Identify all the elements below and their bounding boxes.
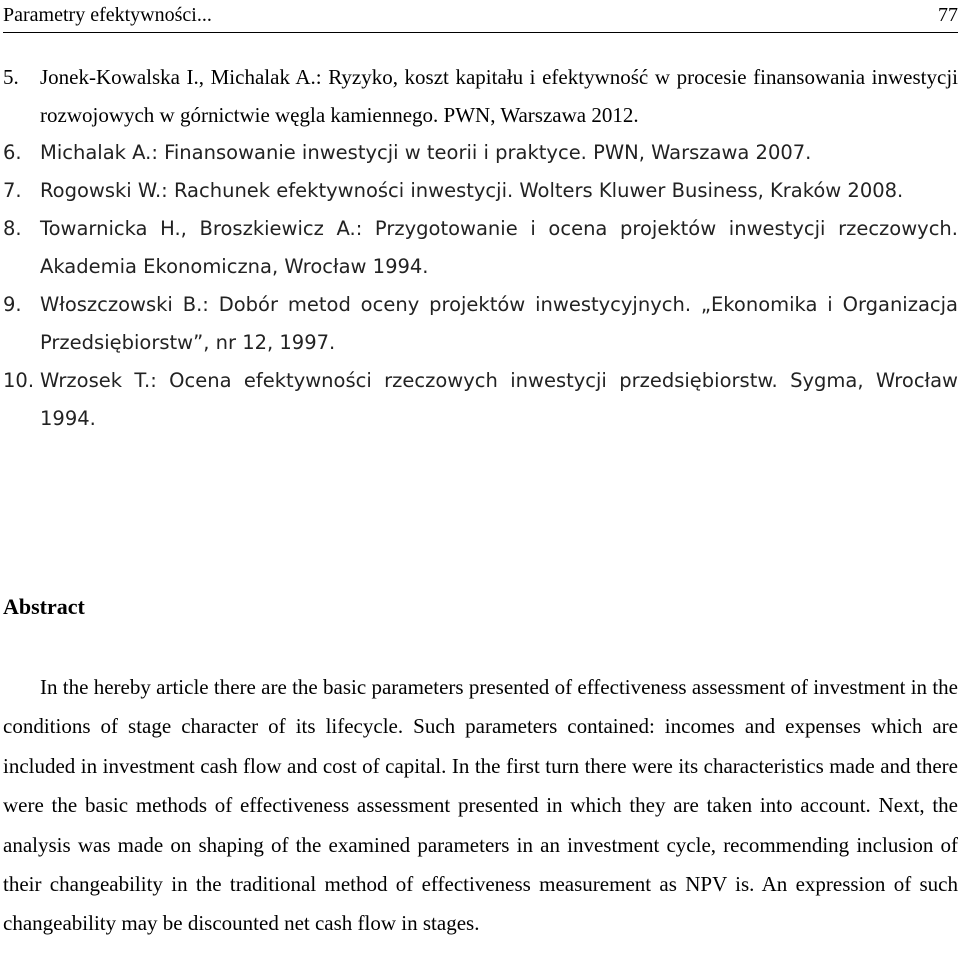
reference-number: 9. [3, 293, 22, 316]
running-header [3, 0, 958, 33]
reference-number: 7. [3, 179, 22, 202]
reference-number: 5. [3, 65, 19, 89]
reference-text: Wrzosek T.: Ocena efektywności rzeczowych inwestycji przedsiębiorstw. Sygma, Wrocław 1994. [40, 369, 958, 430]
reference-text: Michalak A.: Finansowanie inwestycji w teorii i praktyce. PWN, Warszawa 2007. [40, 141, 812, 164]
reference-text: Włoszczowski B.: Dobór metod oceny projektów inwestycyjnych. „Ekonomika i Organizacja Przedsiębiorstw”, nr 12, 1997. [40, 293, 958, 354]
reference-item [3, 134, 958, 172]
reference-text: Rogowski W.: Rachunek efektywności inwestycji. Wolters Kluwer Business, Kraków 2008. [40, 179, 904, 202]
reference-item [3, 172, 958, 210]
reference-number: 8. [3, 217, 22, 240]
abstract-body: In the hereby article there are the basic parameters presented of effectiveness assessment of investment in the conditions of stage character of its lifecycle. Such parameters contained: incomes and expenses which are included in investment cash flow and cost of capital. In the first turn there were its characteristics made and there were the basic methods of effectiveness assessment presented in which they are taken into account. Next, the analysis was made on shaping of the examined parameters in an investment cycle, recommending inclusion of their changeability in the traditional method of effectiveness measurement as NPV is. An expression of such changeability may be discounted net cash flow in stages. [3, 675, 958, 936]
reference-item [3, 286, 958, 362]
reference-number: 10. [3, 369, 35, 392]
reference-item [3, 362, 958, 438]
running-title: Parametry efektywności... [3, 4, 212, 26]
reference-item [3, 58, 958, 134]
reference-item [3, 210, 958, 286]
page-number: 77 [938, 4, 958, 26]
reference-list [3, 58, 958, 438]
reference-text: Jonek-Kowalska I., Michalak A.: Ryzyko, koszt kapitału i efektywność w procesie finansowania inwestycji rozwojowych w górnictwie węgla kamiennego. PWN, Warszawa 2012. [40, 65, 958, 127]
reference-number: 6. [3, 141, 22, 164]
abstract-heading: Abstract [3, 594, 85, 619]
reference-text: Towarnicka H., Broszkiewicz A.: Przygotowanie i ocena projektów inwestycji rzeczowych. Akademia Ekonomiczna, Wrocław 1994. [40, 217, 958, 278]
